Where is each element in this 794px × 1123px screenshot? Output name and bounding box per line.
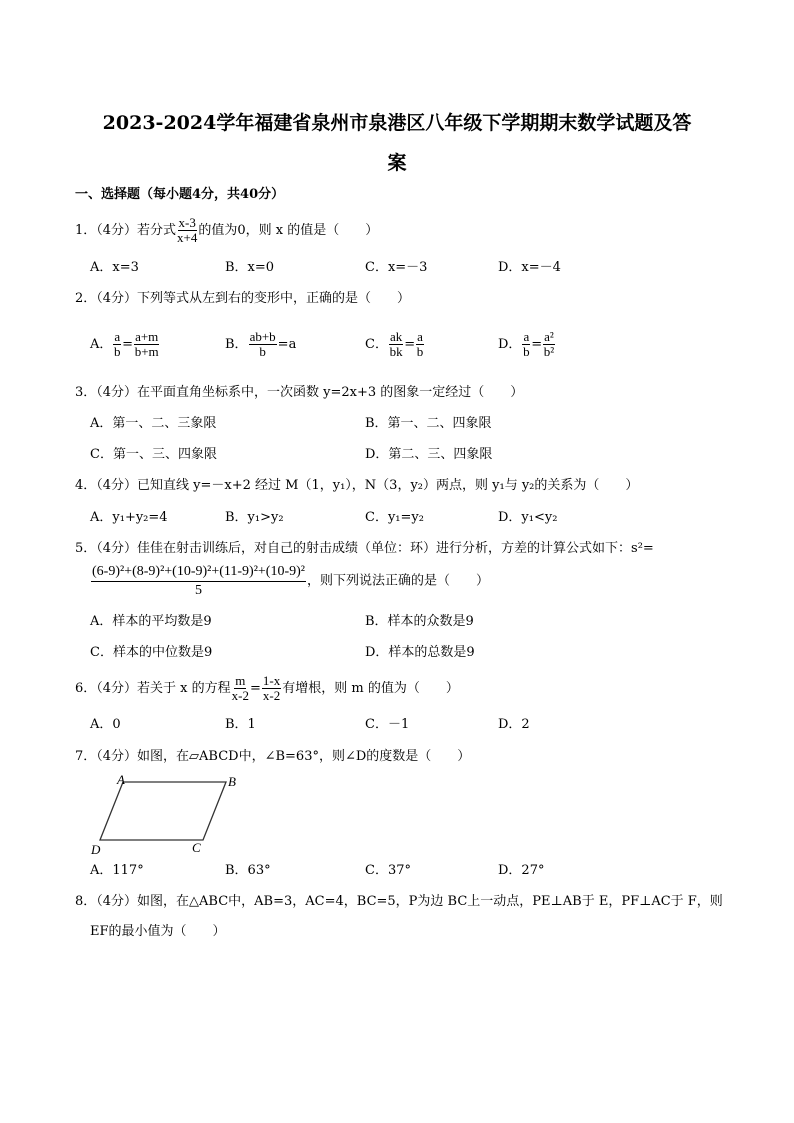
q7-option-d: D．27° <box>498 863 545 878</box>
eq: =a <box>277 337 297 352</box>
label-d: D <box>91 842 101 855</box>
num: 1-x <box>262 673 281 688</box>
q7-option-b: B．63° <box>225 863 271 878</box>
den: x-2 <box>231 688 249 703</box>
num: x-3 <box>178 215 196 230</box>
label: B． <box>225 337 248 352</box>
label-b: B <box>228 774 236 789</box>
question-2: 2．（4分）下列等式从左到右的变形中，正确的是（ ） <box>75 291 411 306</box>
den: b² <box>543 344 555 359</box>
q4-option-b: B．y₁>y₂ <box>225 510 284 525</box>
q7-option-c: C．37° <box>365 863 411 878</box>
q1-option-d: D．x=－4 <box>498 260 561 275</box>
label: A． <box>90 337 113 352</box>
q5-option-d: D．样本的总数是9 <box>365 645 475 660</box>
q6-option-d: D．2 <box>498 717 530 732</box>
num: m <box>235 673 246 688</box>
parallelogram-figure <box>85 770 245 855</box>
q2-option-a <box>90 330 160 359</box>
label: D． <box>498 337 522 352</box>
eq: = <box>249 681 261 696</box>
num: a <box>114 329 121 344</box>
num: ak <box>389 329 403 344</box>
q5-text-post: ，则下列说法正确的是（ ） <box>306 573 489 589</box>
q5-option-c: C．样本的中位数是9 <box>90 645 213 660</box>
num: a <box>523 329 530 344</box>
q2-option-b <box>225 330 296 359</box>
label: C． <box>365 337 388 352</box>
den: b <box>523 344 530 359</box>
eq: = <box>404 337 416 352</box>
question-6 <box>75 674 459 703</box>
question-8-cont: EF的最小值为（ ） <box>90 924 226 939</box>
q6-option-a: A．0 <box>90 717 121 732</box>
doc-title: 2023-2024学年福建省泉州市泉港区八年级下学期期末数学试题及答 <box>102 112 692 134</box>
den: b <box>259 344 266 359</box>
q4-option-d: D．y₁<y₂ <box>498 510 558 525</box>
num: ab+b <box>249 329 276 344</box>
q2-option-d <box>498 330 556 359</box>
den: bk <box>389 344 403 359</box>
num: a² <box>544 329 554 344</box>
den: 5 <box>194 583 202 598</box>
num: (6-9)²+(8-9)²+(10-9)²+(11-9)²+(10-9)² <box>91 563 306 582</box>
q6-text-post: 有增根，则 m 的值为（ ） <box>282 681 459 696</box>
question-1 <box>75 216 378 245</box>
q4-option-a: A．y₁+y₂=4 <box>90 510 168 525</box>
q5-option-a: A．样本的平均数是9 <box>90 614 212 629</box>
q1-option-b: B．x=0 <box>225 260 275 275</box>
den: b <box>416 344 424 359</box>
q1-fraction <box>177 216 197 245</box>
q6-option-c: C．－1 <box>365 717 410 732</box>
q4-option-c: C．y₁=y₂ <box>365 510 424 525</box>
num: a <box>417 329 423 344</box>
question-7: 7．（4分）如图，在▱ABCD中，∠B=63°，则∠D的度数是（ ） <box>75 749 471 764</box>
label-c: C <box>192 840 201 855</box>
q1-option-a: A．x=3 <box>90 260 139 275</box>
den: b <box>114 344 121 359</box>
q1-option-c: C．x=－3 <box>365 260 428 275</box>
section-heading: 一、选择题（每小题4分，共40分） <box>75 187 285 202</box>
q3-option-a: A．第一、二、三象限 <box>90 416 217 431</box>
q6-option-b: B．1 <box>225 717 256 732</box>
den: x+4 <box>177 230 198 245</box>
question-8: 8．（4分）如图，在△ABC中，AB=3，AC=4，BC=5，P为边 BC上一动点，PE⊥AB于 E，PF⊥AC于 F，则 <box>75 894 723 909</box>
question-3: 3．（4分）在平面直角坐标系中，一次函数 y=2x+3 的图象一定经过（ ） <box>75 385 524 400</box>
q1-text-post: 的值为0，则 x 的值是（ ） <box>198 223 379 238</box>
q7-option-a: A．117° <box>90 863 144 878</box>
question-4: 4．（4分）已知直线 y=－x+2 经过 M（1，y₁），N（3，y₂）两点，则 y₁与 y₂的关系为（ ） <box>75 478 639 493</box>
den: b+m <box>134 344 159 359</box>
num: a+m <box>135 329 159 344</box>
q5-option-b: B．样本的众数是9 <box>365 614 474 629</box>
q5-formula <box>90 563 489 600</box>
eq: = <box>122 337 134 352</box>
q1-text: 1．（4分）若分式 <box>75 223 177 238</box>
eq: = <box>531 337 543 352</box>
q2-option-c <box>365 330 425 359</box>
doc-title-cont: 案 <box>387 152 407 174</box>
q3-option-d: D．第二、三、四象限 <box>365 447 493 462</box>
label-a: A <box>117 772 125 787</box>
den: x-2 <box>262 688 281 703</box>
q6-text: 6．（4分）若关于 x 的方程 <box>75 681 231 696</box>
q3-option-b: B．第一、二、四象限 <box>365 416 492 431</box>
question-5: 5．（4分）佳佳在射击训练后，对自己的射击成绩（单位：环）进行分析，方差的计算公式如下：s²= <box>75 541 654 556</box>
q3-option-c: C．第一、三、四象限 <box>90 447 217 462</box>
